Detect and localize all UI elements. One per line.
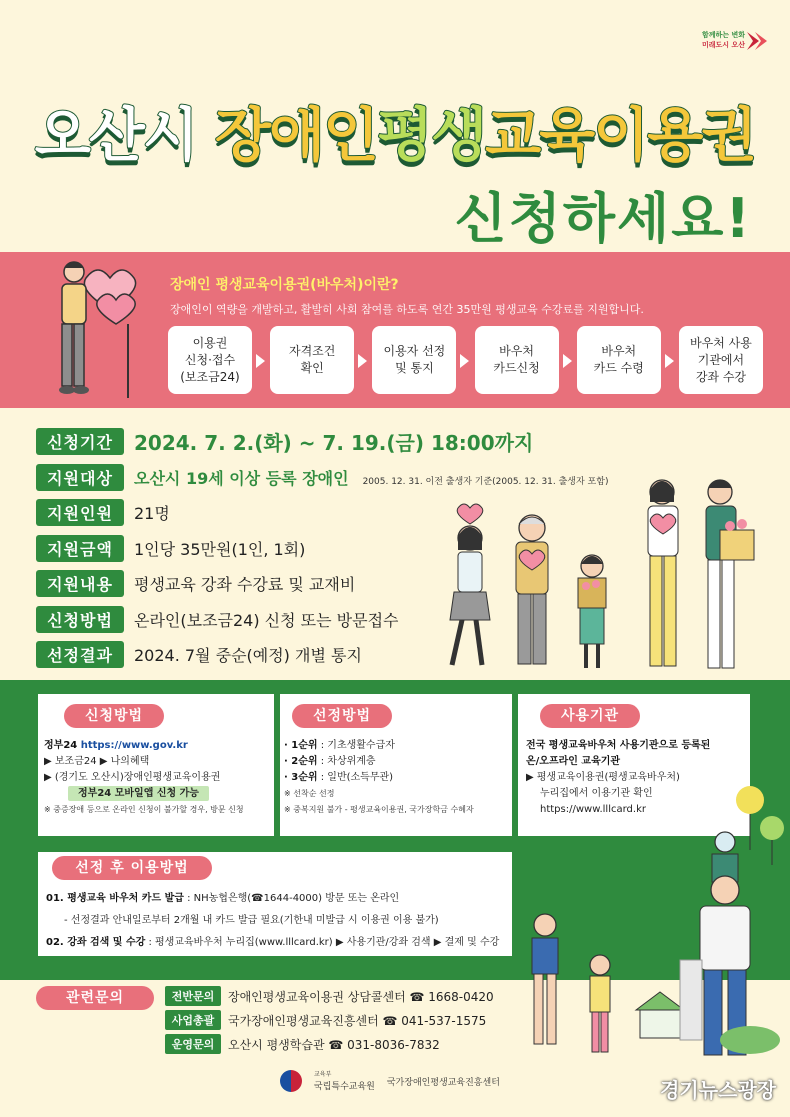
info-value: 21명: [134, 504, 170, 524]
related-tag: 관련문의: [36, 986, 154, 1010]
title-part3: 교육: [485, 101, 594, 169]
rank3-label: · 3순위: [284, 772, 318, 783]
target-text: 오산시 19세 이상 등록 장애인: [134, 468, 349, 488]
rank3-text: : 일반(소득무관): [317, 772, 394, 783]
related-row: [165, 1034, 440, 1054]
usage-item1-sub: - 선정결과 안내일로부터 2개월 내 카드 발급 필요(기한내 미발급 시 이용권 이용 불가): [64, 915, 439, 926]
select-note2: ※ 중복지원 불가 - 평생교육이용권, 국가장학금 수혜자: [284, 805, 474, 814]
process-steps: [168, 326, 763, 394]
gov-link[interactable]: https://www.gov.kr: [80, 740, 188, 751]
usage-item2-title: 02. 강좌 검색 및 수강: [46, 937, 146, 948]
intro-description: 장애인이 역량을 개발하고, 활발히 사회 참여를 하도록 연간 35만원 평생교육 수강료를 지원합니다.: [170, 303, 644, 316]
usage-item1-title: 01. 평생교육 바우처 카드 발급: [46, 893, 184, 904]
process-step: 바우처 사용 기관에서 강좌 수강: [679, 326, 763, 394]
intro-question: 장애인 평생교육이용권(바우처)이란?: [170, 277, 399, 293]
ministry-logo: [314, 1071, 375, 1092]
page-title: [0, 88, 790, 172]
city-arrow-icon: [745, 28, 771, 54]
related-row: [165, 986, 494, 1006]
info-label: 선정결과: [36, 641, 124, 668]
page-subtitle: 신청하세요!: [454, 187, 752, 250]
city-logo-line1: 함께하는 변화: [701, 31, 745, 39]
people-illustration: [420, 470, 770, 680]
government-seal-icon: [280, 1070, 302, 1092]
info-label: 지원내용: [36, 570, 124, 597]
usage-item1-text: : NH농협은행(☎1644-4000) 방문 또는 온라인: [183, 893, 400, 904]
lllcard-link[interactable]: https://www.lllcard.kr: [540, 804, 646, 815]
usage-item2-text: : 평생교육바우처 누리집(www.lllcard.kr) ▶ 사용기관/강좌 검색 ▶ 결제 및 수강: [145, 937, 500, 948]
mobile-app-pill: 정부24 모바일앱 신청 가능: [68, 786, 209, 801]
apply-line2: ▶ 보조금24 ▶ 나의혜택: [44, 756, 150, 767]
rank1-label: · 1순위: [284, 740, 318, 751]
org-line1: 전국 평생교육바우처 사용기관으로 등록된: [526, 740, 711, 751]
title-part1: 장애인: [214, 101, 378, 169]
apply-note: ※ 중증장애 등으로 온라인 신청이 불가할 경우, 방문 신청: [44, 805, 244, 814]
usage-content: [46, 888, 546, 954]
info-label: 지원금액: [36, 535, 124, 562]
apply-line1-prefix: 정부24: [44, 740, 81, 751]
related-text: 오산시 평생학습관 ☎ 031-8036-7832: [228, 1037, 440, 1052]
rank2-label: · 2순위: [284, 756, 318, 767]
select-method-content: [284, 738, 510, 818]
info-value: 온라인(보조금24) 신청 또는 방문접수: [134, 610, 399, 630]
title-city: 오산시: [34, 101, 215, 169]
process-step: 자격조건 확인: [270, 326, 354, 394]
info-label: 지원인원: [36, 499, 124, 526]
apply-method-tag: 신청방법: [64, 704, 164, 728]
info-value: 2024. 7. 2.(화) ~ 7. 19.(금) 18:00까지: [134, 431, 534, 456]
city-logo: [702, 30, 745, 50]
info-label: 신청방법: [36, 606, 124, 633]
center-name: 국가장애인평생교육진흥센터: [386, 1077, 500, 1088]
info-value: 1인당 35만원(1인, 1회): [134, 539, 306, 559]
related-label: 사업총괄: [165, 1010, 221, 1030]
institution-tag: 사용기관: [540, 704, 640, 728]
title-part2: 평생: [377, 101, 486, 169]
info-row-period: [36, 424, 608, 460]
watermark: 경기뉴스광장: [660, 1078, 776, 1102]
info-label: 신청기간: [36, 428, 124, 455]
info-label: 지원대상: [36, 464, 124, 491]
institute-name: 국립특수교육원: [314, 1081, 375, 1092]
city-logo-line2: 미래도시 오산: [701, 41, 745, 49]
apply-method-content: [44, 738, 272, 818]
related-label: 운영문의: [165, 1034, 221, 1054]
select-note1: ※ 선착순 선정: [284, 789, 335, 798]
usage-tag: 선정 후 이용방법: [52, 856, 212, 880]
org-line3: ▶ 평생교육이용권(평생교육바우처): [526, 772, 680, 783]
person-with-heart-illustration: [40, 258, 160, 403]
rank1-text: : 기초생활수급자: [317, 740, 395, 751]
related-text: 장애인평생교육이용권 상담콜센터 ☎ 1668-0420: [228, 989, 494, 1004]
info-value: 평생교육 강좌 수강료 및 교재비: [134, 575, 356, 595]
rank2-text: : 차상위계층: [317, 756, 376, 767]
apply-line3: ▶ (경기도 오산시)장애인평생교육이용권: [44, 772, 221, 783]
process-step: 이용자 선정 및 통지: [372, 326, 456, 394]
process-step: 이용권 신청·접수 (보조금24): [168, 326, 252, 394]
select-method-tag: 선정방법: [292, 704, 392, 728]
footer-logos: [280, 1070, 500, 1092]
related-label: 전반문의: [165, 986, 221, 1006]
info-value: 2024. 7월 중순(예정) 개별 통지: [134, 646, 362, 666]
process-step: 바우처 카드 수령: [577, 326, 661, 394]
target-note: 2005. 12. 31. 이전 출생자 기준(2005. 12. 31. 출생자 포함): [362, 476, 609, 487]
org-line4: 누리집에서 이용기관 확인: [540, 788, 653, 799]
family-illustration: [500, 770, 790, 1070]
title-part4: 이용권: [593, 101, 756, 169]
ministry-name: 교육부: [314, 1070, 332, 1078]
apply-line1: [44, 738, 272, 754]
related-row: [165, 1010, 486, 1030]
related-text: 국가장애인평생교육진흥센터 ☎ 041-537-1575: [228, 1013, 487, 1028]
org-line2: 온/오프라인 교육기관: [526, 756, 621, 767]
process-step: 바우처 카드신청: [475, 326, 559, 394]
